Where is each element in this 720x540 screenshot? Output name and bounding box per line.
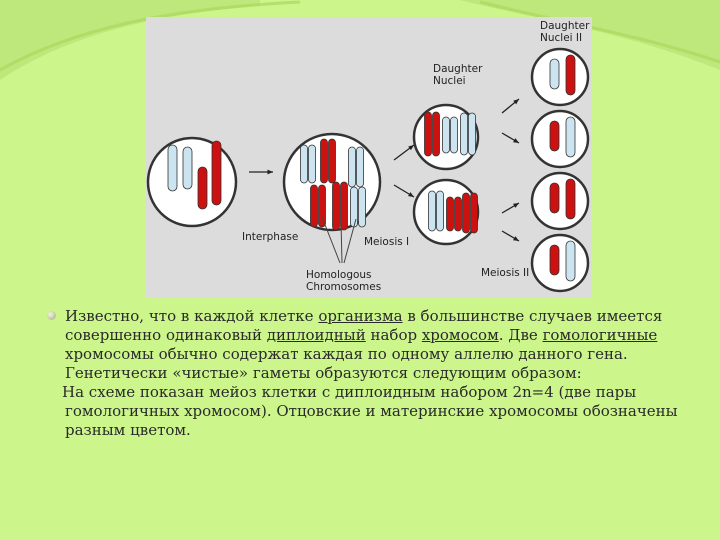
chromosome xyxy=(447,197,454,231)
link-diploid[interactable]: диплоидный xyxy=(266,326,366,344)
chromosome xyxy=(550,59,559,89)
chromosome xyxy=(311,185,318,227)
chromosome xyxy=(566,241,575,281)
chromosome xyxy=(359,187,366,227)
link-chromosomes[interactable]: хромосом xyxy=(421,326,499,344)
chromosome xyxy=(550,121,559,151)
chromosome xyxy=(471,193,478,233)
label-interphase: Interphase xyxy=(242,231,299,243)
chromosome xyxy=(566,117,575,157)
chromosome xyxy=(550,183,559,213)
chromosome xyxy=(455,197,462,231)
chromosome xyxy=(168,145,177,191)
chromosome xyxy=(183,147,192,189)
chromosome xyxy=(212,141,221,205)
label-meiosis-ii: Meiosis II xyxy=(481,267,530,279)
paragraph-1: Известно, что в каждой клетке организма в большинстве случаев имеется совершенно одинаковый диплоидный набор хромосом. Две гомологичные хромосомы обычно содержат каждая по одному аллелю данного гена. Генетически «чистые» гаметы образуются следующим образом: xyxy=(65,307,663,382)
chromosome xyxy=(301,145,308,183)
bullet-icon xyxy=(47,311,56,320)
chromosome xyxy=(425,112,432,156)
chromosome xyxy=(341,182,348,230)
chromosome xyxy=(463,193,470,233)
chromosome xyxy=(429,191,436,231)
daughter-ii-cell-1 xyxy=(532,49,588,105)
chromosome xyxy=(349,147,356,187)
chromosome xyxy=(351,187,358,227)
label-daughter-nuclei-ii: Daughter Nuclei II xyxy=(540,20,590,44)
chromosome xyxy=(333,182,340,230)
label-meiosis-i: Meiosis I xyxy=(364,236,410,248)
chromosome xyxy=(309,145,316,183)
link-organism[interactable]: организма xyxy=(318,307,403,325)
daughter-ii-cell-2 xyxy=(532,111,588,167)
chromosome xyxy=(437,191,444,231)
chromosome xyxy=(357,147,364,187)
link-homologous[interactable]: гомологичные xyxy=(542,326,658,344)
label-daughter-nuclei: Daughter Nuclei xyxy=(433,63,483,87)
chromosome xyxy=(566,179,575,219)
meiosis-diagram xyxy=(146,17,592,298)
paragraph-2: На схеме показан мейоз клетки с диплоидным набором 2n=4 (две пары гомологичных хромосом). Отцовские и материнские хромосомы обозначены разным цветом. xyxy=(62,383,678,439)
chromosome xyxy=(566,55,575,95)
label-homologous-chromosomes: Homologous Chromosomes xyxy=(306,269,382,293)
chromosome xyxy=(451,117,458,153)
daughter-ii-cell-4 xyxy=(532,235,588,291)
chromosome xyxy=(461,113,468,155)
arrow-interphase-head xyxy=(267,170,273,175)
chromosome xyxy=(443,117,450,153)
chromosome xyxy=(321,139,328,183)
chromosome xyxy=(469,113,476,155)
chromosome xyxy=(329,139,336,183)
chromosome xyxy=(550,245,559,275)
chromosome xyxy=(319,185,326,227)
chromosome xyxy=(198,167,207,209)
chromosome xyxy=(433,112,440,156)
daughter-ii-cell-3 xyxy=(532,173,588,229)
body-text xyxy=(62,307,685,440)
